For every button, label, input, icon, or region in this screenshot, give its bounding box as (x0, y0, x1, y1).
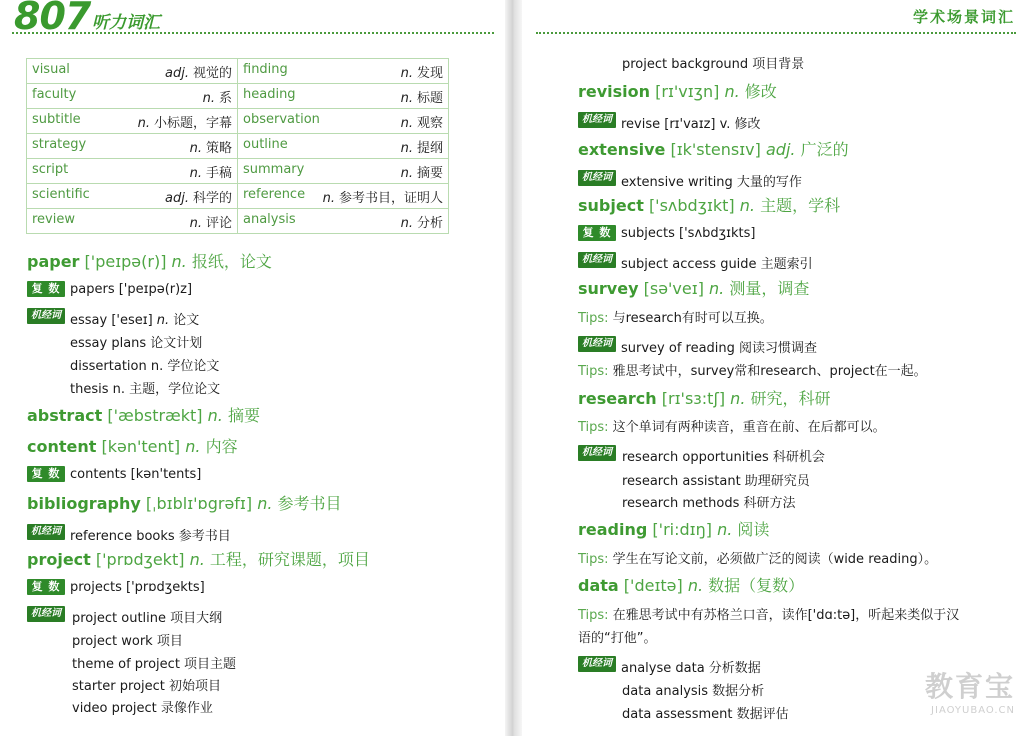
left-page (0, 0, 505, 736)
headword-project: project ['prɒdʒekt] n. 工程，研究课题，项目 (27, 550, 370, 569)
headword-reading: reading ['ri:dɪŋ] n. 阅读 (578, 520, 770, 539)
vocab-pos: n. (400, 165, 413, 181)
vocab-pos: n. (322, 190, 335, 206)
vocab-definition (401, 62, 443, 81)
book-gutter (505, 0, 522, 736)
headword-revision: revision [rɪ'vɪʒn] n. 修改 (578, 82, 777, 101)
vocab-cell (238, 134, 449, 159)
vocab-meaning: 视觉的 (192, 65, 232, 81)
entry-research-methods: research methods 科研方法 (622, 496, 796, 511)
vocab-meaning: 提纲 (416, 140, 443, 156)
jijing-badge: 机经词汇 (578, 112, 616, 128)
vocab-meaning: 手稿 (205, 165, 232, 181)
headword-content: content [kən'tent] n. 内容 (27, 437, 238, 456)
entry-research-opportunities: research opportunities 科研机会 (622, 450, 825, 465)
plural-badge: 复 数 (578, 225, 616, 241)
jijing-badge: 机经词汇 (578, 445, 616, 461)
vocab-pos: adj. (165, 65, 189, 81)
vocab-definition (165, 187, 232, 206)
jijing-badge: 机经词汇 (27, 606, 65, 622)
plural-badge: 复 数 (27, 466, 65, 482)
jijing-badge: 机经词汇 (578, 170, 616, 186)
vocab-cell (27, 209, 238, 234)
vocab-word: subtitle (32, 111, 81, 127)
jijing-badge: 机经词汇 (27, 308, 65, 324)
vocab-definition (165, 62, 232, 81)
header-rule (12, 32, 494, 34)
vocab-word: visual (32, 61, 70, 77)
vocab-pos: n. (189, 140, 202, 156)
vocab-definition (190, 137, 232, 156)
entry-video-project: video project 录像作业 (72, 701, 213, 716)
vocab-meaning: 分析 (416, 215, 443, 231)
vocab-word: observation (243, 111, 320, 127)
headword-bibliography: bibliography [ˌbɪblɪ'ɒgrəfɪ] n. 参考书目 (27, 494, 342, 513)
vocab-row (27, 209, 449, 234)
page-number: 807 (14, 0, 91, 38)
vocab-word: finding (243, 61, 288, 77)
jijing-badge: 机经词汇 (578, 336, 616, 352)
vocab-meaning: 小标题，字幕 (153, 115, 232, 131)
entry-projects: projects ['prɒdʒekts] (70, 580, 205, 595)
book-subtitle: 听力词汇 (92, 13, 160, 33)
vocab-pos: n. (189, 165, 202, 181)
vocab-meaning: 策略 (205, 140, 232, 156)
entry-project-outline: project outline 项目大纲 (72, 611, 223, 626)
vocab-pos: n. (400, 215, 413, 231)
vocab-word: script (32, 161, 69, 177)
vocab-word: reference (243, 186, 306, 202)
vocab-row (27, 159, 449, 184)
entry-subjects: subjects ['sʌbdʒɪkts] (621, 226, 756, 241)
watermark-logo: 教育宝 (924, 670, 1015, 703)
entry-essay-plans: essay plans 论文计划 (70, 336, 203, 351)
vocab-definition (190, 212, 232, 231)
vocab-pos: n. (189, 215, 202, 231)
entry-research-assistant: research assistant 助理研究员 (622, 474, 810, 489)
vocab-cell (27, 184, 238, 209)
watermark-url: JIAOYUBAO.CN (931, 705, 1015, 716)
vocab-word: summary (243, 161, 305, 177)
vocab-cell (27, 134, 238, 159)
vocab-definition (138, 112, 232, 131)
tip-data-continued: 语的“打他”。 (578, 631, 657, 646)
vocab-row (27, 134, 449, 159)
entry-contents: contents [kən'tents] (70, 467, 202, 482)
entry-extensive-writing: extensive writing 大量的写作 (621, 175, 802, 190)
entry-survey-of-reading: survey of reading 阅读习惯调查 (621, 341, 818, 356)
vocab-meaning: 评论 (205, 215, 232, 231)
vocab-row (27, 59, 449, 84)
vocab-row (27, 84, 449, 109)
vocab-definition (203, 87, 232, 106)
headword-data: data ['deɪtə] n. 数据（复数） (578, 576, 805, 595)
vocab-row (27, 109, 449, 134)
vocab-word: review (32, 211, 75, 227)
vocab-meaning: 科学的 (192, 190, 232, 206)
vocab-definition (190, 162, 232, 181)
entry-analyse-data: analyse data 分析数据 (621, 661, 761, 676)
jijing-badge: 机经词汇 (578, 252, 616, 268)
vocab-cell (27, 84, 238, 109)
vocab-pos: n. (400, 140, 413, 156)
entry-starter-project: starter project 初始项目 (72, 679, 222, 694)
entry-revise: revise [rɪ'vaɪz] v. 修改 (621, 117, 761, 132)
headword-abstract: abstract ['æbstrækt] n. 摘要 (27, 406, 260, 425)
section-title: 学术场景词汇 (912, 8, 1015, 26)
vocab-meaning: 系 (218, 90, 232, 106)
jijing-badge: 机经词汇 (27, 524, 65, 540)
entry-reference-books: reference books 参考书目 (70, 529, 231, 544)
vocab-cell (238, 159, 449, 184)
vocab-pos: n. (202, 90, 215, 106)
watermark (925, 665, 1015, 716)
entry-thesis: thesis n. 主题，学位论文 (70, 382, 221, 397)
vocab-pos: n. (400, 115, 413, 131)
vocab-table (26, 58, 449, 234)
vocab-definition (401, 137, 443, 156)
tip-research: Tips: 这个单词有两种读音，重音在前、在后都可以。 (578, 420, 886, 435)
vocab-word: scientific (32, 186, 90, 202)
jijing-badge: 机经词汇 (578, 656, 616, 672)
tip-data: Tips: 在雅思考试中有苏格兰口音，读作['dɑ:tə]，听起来类似于汉 (578, 608, 960, 623)
vocab-cell (238, 184, 449, 209)
entry-project-work: project work 项目 (72, 634, 183, 649)
headword-extensive: extensive [ɪk'stensɪv] adj. 广泛的 (578, 140, 849, 159)
headword-paper: paper ['peɪpə(r)] n. 报纸，论文 (27, 252, 272, 271)
vocab-cell (27, 159, 238, 184)
entry-essay: essay ['eseɪ] n. 论文 (70, 313, 200, 328)
vocab-pos: n. (400, 65, 413, 81)
vocab-definition (401, 112, 443, 131)
vocab-cell (238, 84, 449, 109)
vocab-row (27, 184, 449, 209)
vocab-cell (27, 59, 238, 84)
tip-survey-1: Tips: 与research有时可以互换。 (578, 311, 773, 326)
vocab-definition (401, 87, 443, 106)
vocab-word: heading (243, 86, 296, 102)
vocab-cell (238, 59, 449, 84)
entry-theme-of-project: theme of project 项目主题 (72, 657, 237, 672)
entry-subject-access-guide: subject access guide 主题索引 (621, 257, 813, 272)
vocab-word: faculty (32, 86, 77, 102)
vocab-definition (323, 187, 443, 206)
vocab-definition (401, 162, 443, 181)
vocab-meaning: 标题 (416, 90, 443, 106)
headword-subject: subject ['sʌbdʒɪkt] n. 主题，学科 (578, 196, 841, 215)
vocab-pos: adj. (165, 190, 189, 206)
vocab-definition (401, 212, 443, 231)
vocab-word: analysis (243, 211, 296, 227)
entry-data-analysis: data analysis 数据分析 (622, 684, 765, 699)
vocab-meaning: 发现 (416, 65, 443, 81)
header-rule (536, 32, 1016, 34)
plural-badge: 复 数 (27, 281, 65, 297)
headword-research: research [rɪ'sɜ:tʃ] n. 研究，科研 (578, 389, 831, 408)
vocab-meaning: 观察 (416, 115, 443, 131)
vocab-word: outline (243, 136, 288, 152)
entry-papers: papers ['peɪpə(r)z] (70, 282, 193, 297)
tip-survey-2: Tips: 雅思考试中，survey常和research、project在一起。 (578, 364, 927, 379)
vocab-meaning: 参考书目，证明人 (338, 190, 443, 206)
right-page (522, 0, 1029, 736)
vocab-cell (27, 109, 238, 134)
vocab-pos: n. (137, 115, 150, 131)
tip-reading: Tips: 学生在写论文前，必须做广泛的阅读（wide reading）。 (578, 552, 938, 567)
entry-dissertation: dissertation n. 学位论文 (70, 359, 220, 374)
headword-survey: survey [sə'veɪ] n. 测量，调查 (578, 279, 810, 298)
vocab-pos: n. (400, 90, 413, 106)
entry-data-assessment: data assessment 数据评估 (622, 707, 789, 722)
entry-project-background: project background 项目背景 (622, 57, 805, 72)
plural-badge: 复 数 (27, 579, 65, 595)
vocab-meaning: 摘要 (416, 165, 443, 181)
vocab-cell (238, 109, 449, 134)
vocab-word: strategy (32, 136, 87, 152)
vocab-cell (238, 209, 449, 234)
